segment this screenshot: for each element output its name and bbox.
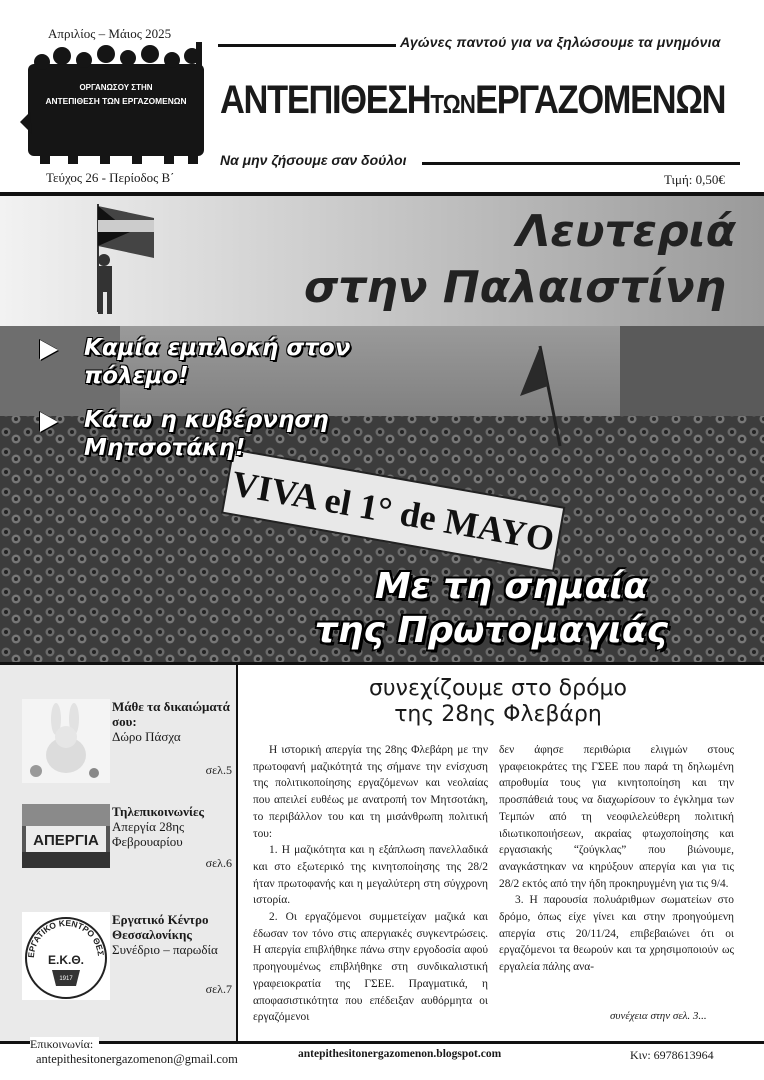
issue-number: Τεύχος 26 - Περίοδος Β΄ xyxy=(46,170,175,185)
title-part-1: ΑΝΤΕΠΙΘΕΣΗ xyxy=(220,78,431,122)
continued-on-link[interactable]: συνέχεια στην σελ. 3... xyxy=(610,1010,707,1022)
article-title-line-1: συνεχίζουμε στο δρόμο xyxy=(368,676,628,701)
bullet-2-line-2: Μητσοτάκη! xyxy=(84,435,246,461)
sidebar-item-telecom-text xyxy=(112,804,240,849)
blog-url[interactable]: antepithesitonergazomenon.blogspot.com xyxy=(298,1048,502,1060)
bullet-arrow-icon xyxy=(40,340,58,360)
easter-bunny-thumbnail xyxy=(22,699,110,783)
article-title xyxy=(252,676,744,728)
sidebar-item-ekth-title: Εργατικό Κέντρο Θεσσαλονίκης xyxy=(112,912,209,942)
logo-text-line1: ΟΡΓΑΝΩΣΟΥ ΣΤΗΝ xyxy=(79,83,153,92)
bullet-2-line-1: Κάτω η κυβέρνηση xyxy=(84,407,329,433)
photo-banner-text: VIVA el 1° de MAYO xyxy=(228,463,558,560)
contents-sidebar xyxy=(0,665,236,1041)
photo-caption-line-2: της Πρωτομαγιάς xyxy=(314,610,668,651)
sidebar-item-telecom-subtitle: Απεργία 28ης Φεβρουαρίου xyxy=(112,819,185,849)
sidebar-item-rights-page: σελ.5 xyxy=(205,763,232,777)
flag-bearer-illustration xyxy=(58,200,158,322)
strike-banner-thumbnail xyxy=(22,804,110,888)
photo-bullet-2 xyxy=(84,406,329,462)
bullet-1-line-2: πόλεμο! xyxy=(84,363,189,389)
emblem-year: 1917 xyxy=(59,976,73,982)
footer-rule xyxy=(0,1041,764,1044)
strike-banner-text: ΑΠΕΡΓΙΑ xyxy=(33,832,99,849)
bullet-arrow-icon xyxy=(40,412,58,432)
sidebar-item-ekth[interactable] xyxy=(22,912,232,1002)
headline-line-2: στην Παλαιστίνη xyxy=(303,262,726,313)
contact-phone: Κιν: 6978613964 xyxy=(630,1048,714,1062)
newspaper-title xyxy=(220,78,725,123)
header-rule xyxy=(218,44,396,47)
sidebar-divider xyxy=(236,665,238,1041)
headline-line-1: Λευτεριά xyxy=(516,206,736,257)
logo-text-line2: ΑΝΤΕΠΙΘΕΣΗ ΤΩΝ ΕΡΓΑΖΟΜΕΝΩΝ xyxy=(45,96,187,106)
article-title-line-2: της 28ης Φλεβάρη xyxy=(394,702,602,727)
sidebar-item-telecom[interactable] xyxy=(22,804,232,894)
ekth-emblem xyxy=(22,912,110,996)
sidebar-item-rights-title: Μάθε τα δικαιώματά σου: xyxy=(112,699,230,729)
sidebar-item-rights[interactable] xyxy=(22,699,232,789)
title-part-3: ΕΡΓΑΖΟΜΕΝΩΝ xyxy=(475,78,726,122)
article-paragraph: 1. Η μαζικότητα και η εξάπλωση πανελλαδικά και στο εξωτερικό της κινητοποίησης της 28/2 ήταν πρωτοφανής και η μεγαλύτερη στη σύγχρονη ιστορία. xyxy=(253,844,488,907)
sidebar-item-ekth-page: σελ.7 xyxy=(205,982,232,996)
issue-date: Απριλίος – Μάιος 2025 xyxy=(48,26,172,41)
article-paragraph: Η ιστορική απεργία της 28ης Φλεβάρη με την πρωτοφανή μαζικότητά της σήμανε την ενίσχυση της πολιτικοποίησης εργαζόμενων και νεολαίας που απειλεί ευθέως με ανατροπή τον Μητσοτάκη, το περιβάλλον του και τη μισάνθρωπη πολιτική του: xyxy=(253,744,488,840)
article-paragraph: 2. Οι εργαζόμενοι συμμετείχαν μαζικά και έδωσαν τον τόνο στις απεργιακές συγκεντρώσεις. Η απεργία επιβλήθηκε πάνω στην εργοδοσία αφού προηγουμένως επιβλήθηκε στη συνδικαλιστική γραφειοκρατία της ΓΣΕΕ. Πραγματικά, η αποφασιστικότητα που επέδειξαν αυθόρμητα οι εργαζόμενοι xyxy=(253,911,488,1024)
sidebar-item-telecom-title: Τηλεπικοινωνίες xyxy=(112,804,205,819)
sidebar-item-telecom-page: σελ.6 xyxy=(205,856,232,870)
contact-email[interactable]: antepithesitonergazomenon@gmail.com xyxy=(36,1052,238,1066)
article-column-1 xyxy=(253,742,488,1026)
price: Τιμή: 0,50€ xyxy=(664,172,725,187)
emblem-text: Ε.Κ.Θ. xyxy=(47,953,85,967)
photo-caption-line-1: Με τη σημαία xyxy=(374,566,648,607)
bullet-1-line-1: Καμία εμπλοκή στον xyxy=(84,335,351,361)
sidebar-item-ekth-text xyxy=(112,912,240,957)
photo-bullet-1 xyxy=(84,334,350,390)
article-paragraph: δεν άφησε περιθώρια ελιγμών στους γραφειοκράτες της ΓΣΕΕ που παρά τη δηλωμένη απροθυμία τους για κινητοποίηση και την προσπάθειά τους να διαχωρίσουν το έγκλημα των Τεμπών από τη νεοφιλελεύθερη πολιτική ιδιωτικοποιήσεων, ακραίας φτωχοποίησης και εργασιακής “ζούγκλας” που βιώνουμε, αναγκάστηκαν να κηρύξουν απεργία και για τις 28/2 εκτός από την ήδη προκηρυγμένη για τις 9/4. xyxy=(499,744,734,890)
slogan-top: Αγώνες παντού για να ξηλώσουμε τα μνημόνια xyxy=(400,34,721,50)
sidebar-item-rights-subtitle: Δώρο Πάσχα xyxy=(112,729,181,744)
contact-label: Επικοινωνία: xyxy=(30,1037,99,1052)
masthead-logo xyxy=(20,42,210,164)
sidebar-item-rights-text xyxy=(112,699,240,744)
slogan-bottom: Να μην ζήσουμε σαν δούλοι xyxy=(220,152,407,168)
sidebar-item-ekth-subtitle: Συνέδριο – παρωδία xyxy=(112,942,218,957)
article-paragraph: 3. Η παρουσία πολυάριθμων σωματείων στο δρόμο, όπως είχε γίνει και στην προηγούμενη απεργία στις 20/11/24, επιβεβαιώνει ότι οι εργαζόμενοι τα θεωρούν και τα χρησιμοποιούν ως εργαλεία πάλης ανα- xyxy=(499,894,734,974)
emblem-ring-text: ΕΡΓΑΤΙΚΟ ΚΕΝΤΡΟ ΘΕΣ xyxy=(25,917,106,959)
title-part-2: ΤΩΝ xyxy=(430,89,476,119)
header-rule xyxy=(422,162,740,165)
article-column-2 xyxy=(499,742,734,976)
